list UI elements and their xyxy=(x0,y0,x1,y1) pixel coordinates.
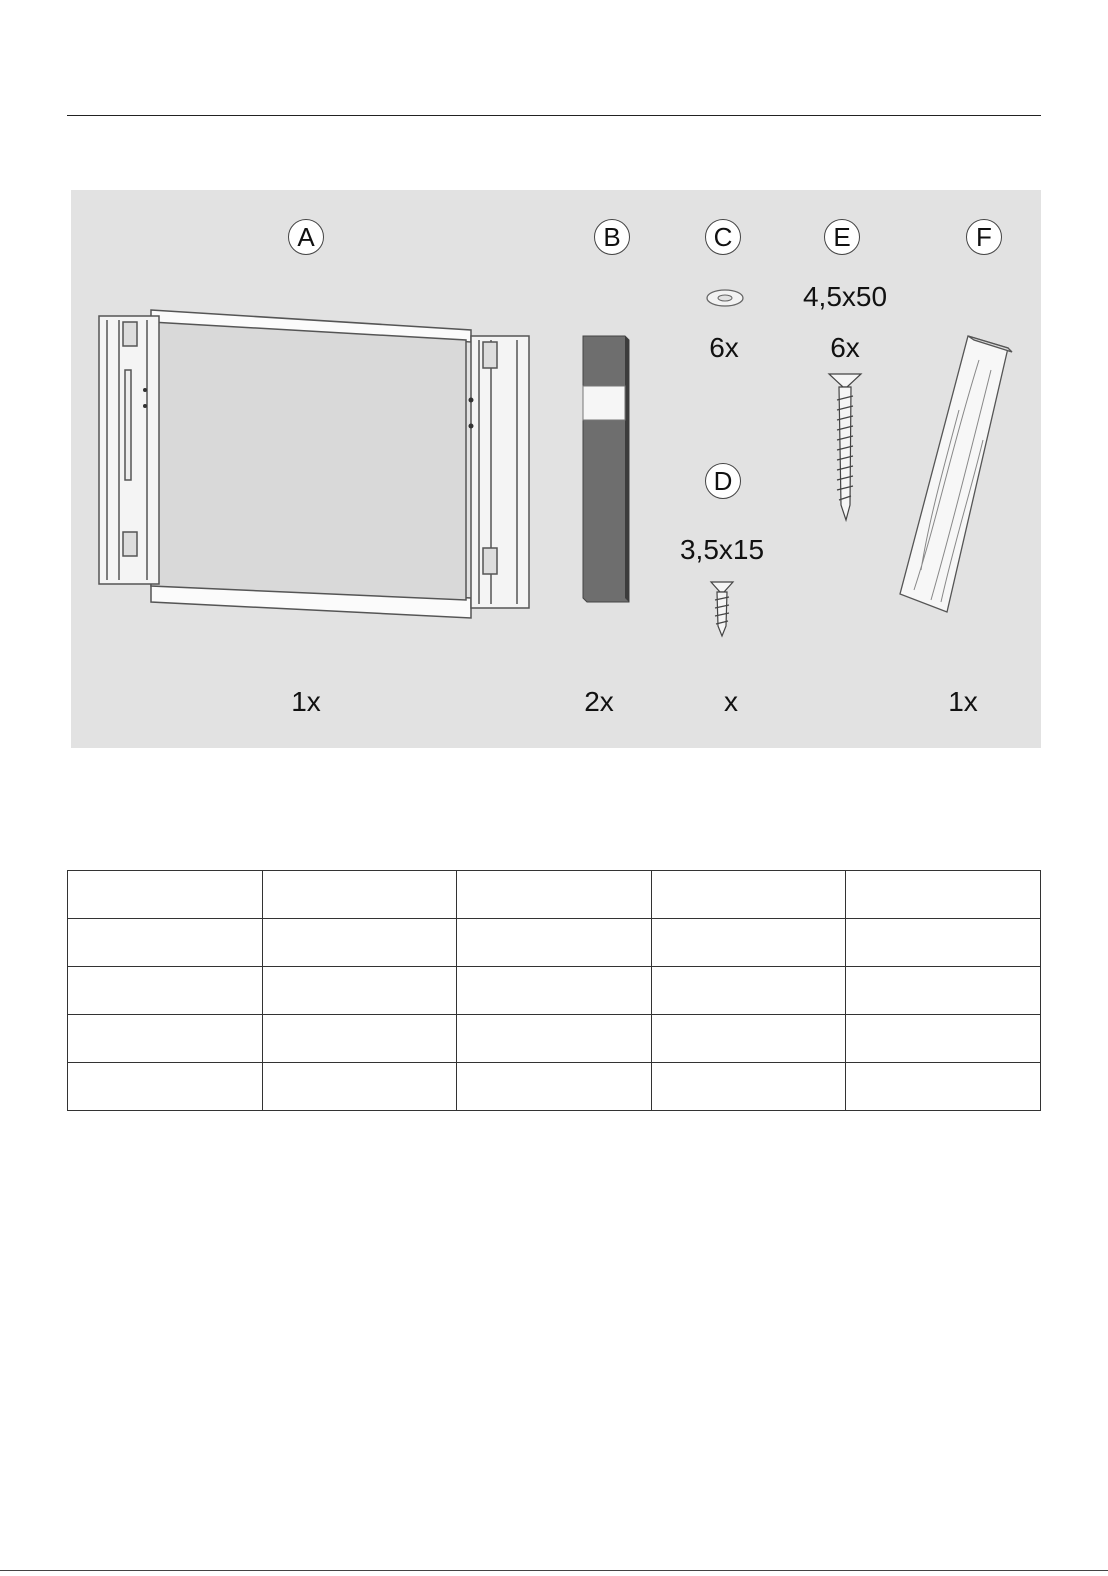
long-screw-drawing xyxy=(829,374,861,520)
table-cell xyxy=(262,967,457,1015)
header-rule xyxy=(67,115,1041,116)
table-row xyxy=(68,1015,1041,1063)
table-cell xyxy=(457,1015,652,1063)
part-d-badge: D xyxy=(705,463,741,499)
parts-illustration-panel xyxy=(71,190,1041,748)
table-cell xyxy=(457,919,652,967)
part-e-size: 4,5x50 xyxy=(802,281,888,312)
parts-table xyxy=(67,870,1041,1111)
table-cell xyxy=(262,919,457,967)
short-screw-drawing xyxy=(711,582,733,636)
frame-drawing xyxy=(99,310,529,618)
table-row xyxy=(68,919,1041,967)
part-e-badge: E xyxy=(824,219,860,255)
table-cell xyxy=(846,1063,1041,1111)
table-cell xyxy=(846,1015,1041,1063)
part-d-size: 3,5x15 xyxy=(679,534,765,565)
table-cell xyxy=(457,871,652,919)
table-cell xyxy=(846,919,1041,967)
table-cell xyxy=(68,871,263,919)
parts-drawing xyxy=(71,190,1041,748)
table-cell xyxy=(651,967,846,1015)
table-cell xyxy=(846,871,1041,919)
part-b-badge: B xyxy=(594,219,630,255)
table-cell xyxy=(457,1063,652,1111)
part-c-quantity: 6x xyxy=(709,332,739,363)
part-a-quantity: 1x xyxy=(291,686,321,717)
table-cell xyxy=(651,1015,846,1063)
part-d-quantity: x xyxy=(724,686,738,717)
table-cell xyxy=(262,1015,457,1063)
table-cell xyxy=(262,1063,457,1111)
part-f-badge: F xyxy=(966,219,1002,255)
table-cell xyxy=(68,919,263,967)
part-b-quantity: 2x xyxy=(584,686,614,717)
part-e-quantity: 6x xyxy=(830,332,860,363)
table-cell xyxy=(846,967,1041,1015)
strip-drawing xyxy=(583,336,629,602)
table-cell xyxy=(262,871,457,919)
table-row xyxy=(68,1063,1041,1111)
table-row xyxy=(68,871,1041,919)
part-c-badge: C xyxy=(705,219,741,255)
table-cell xyxy=(651,1063,846,1111)
table-cell xyxy=(457,967,652,1015)
part-a-badge: A xyxy=(288,219,324,255)
table-cell xyxy=(68,967,263,1015)
table-cell xyxy=(651,919,846,967)
table-row xyxy=(68,967,1041,1015)
table-cell xyxy=(651,871,846,919)
table-cell xyxy=(68,1063,263,1111)
wood-block-drawing xyxy=(900,336,1012,612)
washer-drawing xyxy=(707,290,743,306)
footer-rule xyxy=(0,1570,1108,1571)
table-cell xyxy=(68,1015,263,1063)
part-f-quantity: 1x xyxy=(948,686,978,717)
